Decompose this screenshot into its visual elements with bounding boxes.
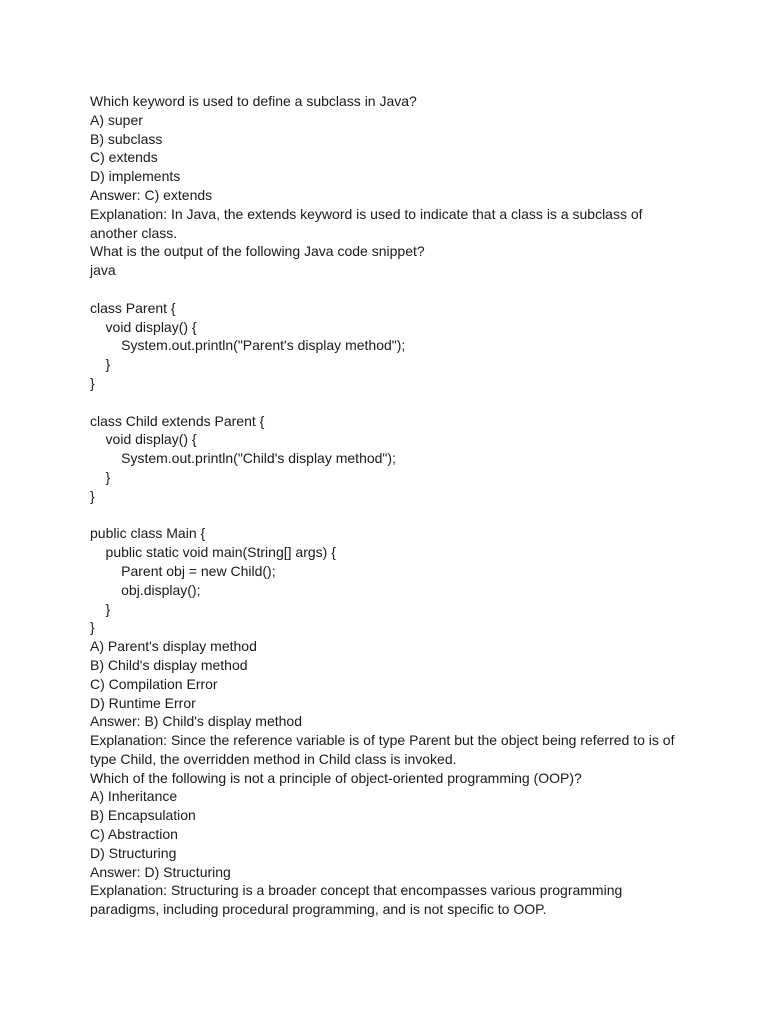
q2-option-b: B) Child's display method [90,656,248,673]
code-line: System.out.println("Child's display method"); [90,450,396,467]
q1-option-c: C) extends [90,149,158,166]
code-line: } [90,468,111,485]
question-2-text: What is the output of the following Java code snippet? [90,243,425,260]
q1-answer: Answer: C) extends [90,186,213,203]
q2-option-c: C) Compilation Error [90,675,218,692]
code-line: Parent obj = new Child(); [90,562,276,579]
code-language-label: java [90,262,116,279]
code-line: } [90,487,95,504]
code-line: void display() { [90,318,197,335]
q1-explanation: Explanation: In Java, the extends keyword is used to indicate that a class is a subclass of another class. [90,205,643,241]
code-block [90,280,690,637]
q2-answer: Answer: B) Child's display method [90,713,302,730]
code-line: System.out.println("Parent's display method"); [90,337,406,354]
question-3-text: Which of the following is not a principle of object-oriented programming (OOP)? [90,769,582,786]
code-line: public static void main(String[] args) { [90,544,336,561]
code-line [90,506,690,525]
q1-option-a: A) super [90,111,143,128]
q1-option-d: D) implements [90,168,181,185]
code-line: class Child extends Parent { [90,412,265,429]
q3-answer: Answer: D) Structuring [90,863,231,880]
code-line [90,280,690,299]
q2-option-a: A) Parent's display method [90,638,257,655]
q3-option-b: B) Encapsulation [90,807,196,824]
code-line [90,393,690,412]
code-line: obj.display(); [90,581,201,598]
code-line: } [90,374,95,391]
q3-option-c: C) Abstraction [90,826,178,843]
q1-option-b: B) subclass [90,130,163,147]
code-line: public class Main { [90,525,206,542]
code-line: class Parent { [90,299,176,316]
q2-option-d: D) Runtime Error [90,694,196,711]
q3-explanation: Explanation: Structuring is a broader concept that encompasses various programming paradigms, including procedural programming, and is not specific to OOP. [90,882,623,918]
code-line: } [90,619,95,636]
question-1-text: Which keyword is used to define a subclass in Java? [90,93,417,109]
code-line: void display() { [90,431,197,448]
q2-explanation: Explanation: Since the reference variable is of type Parent but the object being referred to is of type Child, the overridden method in Child class is invoked. [90,732,675,767]
q3-option-a: A) Inheritance [90,788,178,805]
code-line: } [90,600,111,617]
code-line: } [90,356,111,373]
document-page [90,92,690,919]
q3-option-d: D) Structuring [90,844,177,861]
